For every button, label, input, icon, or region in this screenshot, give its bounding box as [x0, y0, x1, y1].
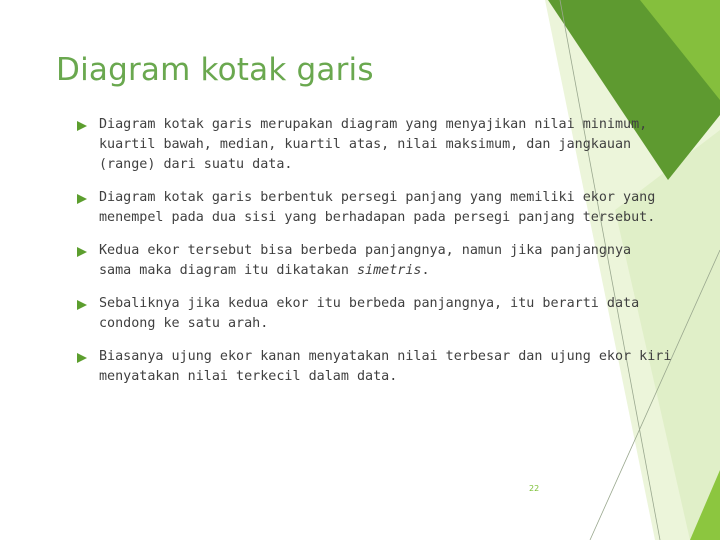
bullet-item [74, 188, 704, 228]
right-triangle-bullet-icon [77, 194, 87, 204]
bullet-list [74, 115, 704, 400]
bullet-text-part: . [421, 263, 430, 278]
bullet-text: Biasanya ujung ekor kanan menyatakan nilai terbesar dan ujung ekor kiri menyatakan nilai terkecil dalam data. [99, 349, 672, 384]
bullet-item [74, 294, 704, 334]
bullet-item [74, 241, 704, 281]
bullet-text: Diagram kotak garis berbentuk persegi panjang yang memiliki ekor yang menempel pada dua sisi yang berhadapan pada persegi panjang tersebut. [99, 190, 656, 225]
right-triangle-bullet-icon [77, 353, 87, 363]
bullet-text [99, 241, 704, 281]
bullet-text-part: Kedua ekor tersebut bisa berbeda panjangnya, namun jika panjangnya sama maka diagram itu dikatakan [99, 243, 632, 278]
slide-title: Diagram kotak garis [56, 52, 374, 88]
right-triangle-bullet-icon [77, 121, 87, 131]
emphasis-term: simetris [356, 263, 422, 278]
page-number: 22 [529, 484, 540, 493]
right-triangle-bullet-icon [77, 247, 87, 257]
bullet-item [74, 115, 704, 175]
bullet-text: Diagram kotak garis merupakan diagram yang menyajikan nilai minimum, kuartil bawah, median, kuartil atas, nilai maksimum, dan jangkauan (range) dari suatu data. [99, 117, 648, 172]
right-triangle-bullet-icon [77, 300, 87, 310]
bullet-item [74, 347, 704, 387]
bullet-text: Sebaliknya jika kedua ekor itu berbeda panjangnya, itu berarti data condong ke satu arah. [99, 296, 640, 331]
